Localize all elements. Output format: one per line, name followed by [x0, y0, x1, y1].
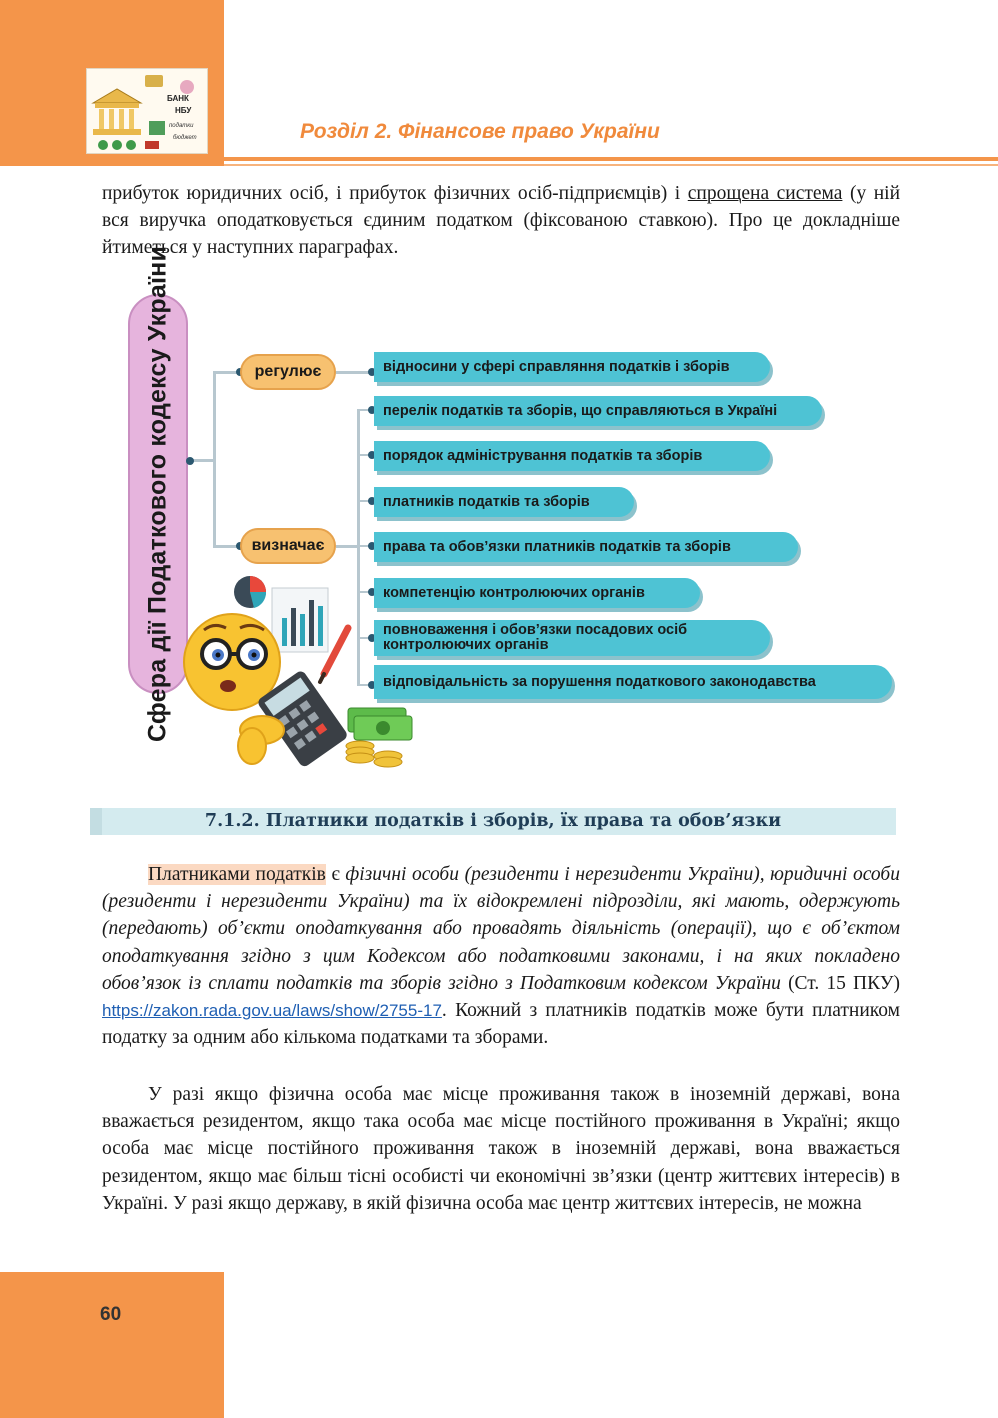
payers-definition-paragraph	[102, 861, 900, 1051]
connector-line	[336, 545, 358, 548]
scope-item-liability: відповідальність за порушення податкового законодавства	[374, 665, 892, 699]
bank-collage-icon	[87, 69, 208, 154]
intro-text-end: (у ній вся виручка оподатковується єдиним податком (фіксованою ставкою). Про це докладніше йтиметься у наступних параграфах.	[102, 183, 900, 259]
emoji-calculator-illustration	[180, 570, 430, 780]
scope-item-rights-duties: права та обов’язки платників податків та зборів	[374, 532, 798, 562]
pie-chart-icon	[234, 576, 266, 608]
section-heading: 7.1.2. Платники податків і зборів, їх права та обов’язки	[204, 811, 782, 831]
tax-code-link[interactable]: https://zakon.rada.gov.ua/laws/show/2755-17	[102, 1001, 442, 1021]
term-simplified-system: спрощена система	[687, 183, 843, 204]
section-heading-bar	[90, 808, 896, 835]
money-stack-icon	[346, 708, 412, 767]
svg-text:бюджет: бюджет	[173, 135, 197, 141]
intro-text: прибуток юридичних осіб, і прибуток фізичних осіб-підприємців) і	[102, 183, 688, 204]
scope-item-competence: компетенцію контролюючих органів	[374, 578, 700, 608]
payers-definition-italic: фізичні особи (резиденти і нерезиденти України), юридичні особи (резиденти і нерезиденти України) та їх відокремлені підрозділи, які мають, одержують (передають) об’єкти оподаткування або провадять діяльність (операції), що є об’єктом оподаткування згідно з цим Кодексом або податковими законами, і на яких покладено обов’язок із сплати податків та зборів згідно з Податковим кодексом України	[102, 864, 900, 994]
chart-document-icon	[272, 588, 328, 652]
article-reference: (Ст. 15 ПКУ)	[780, 972, 900, 994]
page-number: 60	[100, 1304, 122, 1325]
intro-paragraph	[102, 180, 900, 262]
hand-icon	[238, 716, 284, 764]
svg-text:БАНК: БАНК	[167, 94, 189, 103]
payers-text-end: . Кожний з платників податків може бути платником податку за одним або кількома податками та зборами.	[102, 1000, 900, 1049]
connector-line	[213, 372, 216, 548]
footer-orange-block	[0, 1272, 224, 1418]
connector-dot	[186, 457, 194, 465]
diagram-title: Сфера дії Податкового кодексу України	[143, 245, 172, 743]
verb-defines: визначає	[240, 528, 336, 564]
verb-regulates: регулює	[240, 354, 336, 390]
header-rule	[224, 157, 998, 161]
scope-item-regulates: відносини у сфері справляння податків і зборів	[374, 352, 770, 382]
chapter-logo-image	[86, 68, 208, 154]
residency-paragraph: У разі якщо фізична особа має місце проживання також в іноземній державі, вона вважається резидентом, якщо така особа має місце постійного проживання в Україні; якщо особа має місце постійного проживання також в іноземній державі, вона вважається резидентом, якщо має більш тісні особисті чи економічні зв’язки (центр життєвих інтересів) в Україні. У разі якщо державу, в якій фізична особа має центр життєвих інтересів, не можна	[102, 1084, 900, 1214]
scope-item-tax-list: перелік податків та зборів, що справляються в Україні	[374, 396, 822, 426]
header-rule-thin	[224, 164, 998, 166]
scope-item-officials: повноваження і обов’язки посадових осіб контролюючих органів	[374, 620, 770, 656]
chapter-title: Розділ 2. Фінансове право України	[300, 120, 660, 143]
scope-item-payers: платників податків та зборів	[374, 487, 634, 517]
scope-item-administration: порядок адміністрування податків та зборів	[374, 441, 770, 471]
svg-text:податки: податки	[169, 123, 194, 129]
term-taxpayers: Платниками податків	[148, 864, 326, 885]
text-is: є	[325, 864, 346, 885]
svg-text:НБУ: НБУ	[175, 106, 192, 115]
connector-line	[336, 371, 370, 374]
tax-code-scope-diagram	[0, 245, 998, 790]
